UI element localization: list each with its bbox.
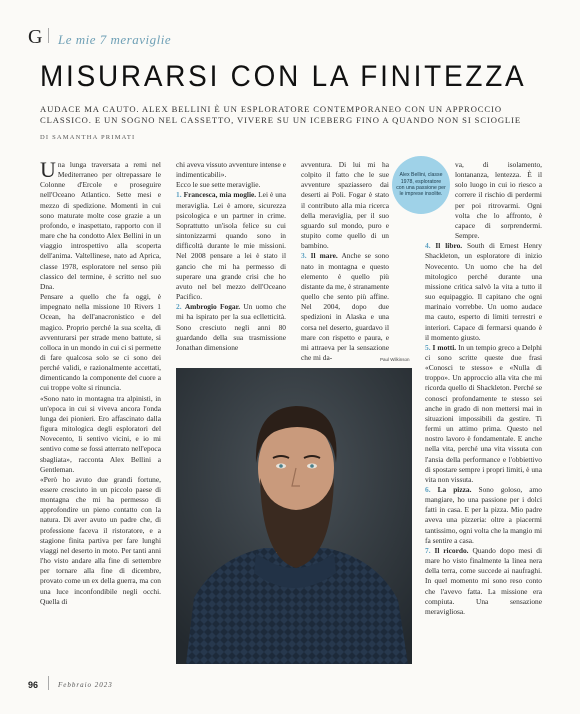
item-title: Il ricordo. (434, 545, 469, 555)
paragraph: Pensare a quello che fa oggi, è impegnato nella missione 10 Rivers 1 Ocean, ha dell'anacronistico e del magico. Proprio perché la sua scelta, di avventurarsi per strade meno battute, si colloca in un mondo in cui ci si permette di fare qualcosa solo se ci sono dei perché validi, e razionalmente accettati, dimenticando la componente del cuore a cui troppe volte si rinuncia. (40, 292, 161, 393)
item-number: 1. (176, 190, 182, 200)
callout-bubble: Alex Bellini, classe 1978, esploratore con una passione per le imprese insolite. (392, 156, 450, 214)
article-column-2 (176, 160, 286, 353)
header-divider (48, 28, 49, 43)
list-item (176, 302, 286, 353)
item-title: Ambrogio Fogar. (184, 302, 241, 312)
article-column-1 (40, 157, 161, 607)
paragraph: Ecco le sue sette meraviglie. (176, 180, 261, 190)
paragraph: «Sono nato in montagna tra alpinisti, in un'epoca in cui si viveva ancora l'onda lunga dei pionieri. Ero affascinato dalla figura mitologica degli esploratori del Novecento, li sentivo vicini, e io mi sentivo come se fossi atterrato nell'epoca sbagliata», racconta Alex Bellini a Gentleman. (40, 393, 161, 474)
paragraph: va, di isolamento, lontananza, lentezza. È il solo luogo in cui io riesco a correre il rischio di perdermi per poi ritrovarmi. Ogni volta che lo affronto, è capace di sorprendermi. Sempre. (455, 160, 542, 241)
item-number: 7. (425, 545, 431, 555)
issue-date: Febbraio 2023 (58, 681, 113, 689)
article-headline: MISURARSI CON LA FINITEZZA (40, 60, 527, 93)
item-title: La pizza. (437, 485, 472, 494)
item-text: Lei è una meraviglia. Lei è amore, sicurezza psicologica e un partner in crime. Soprattutto un'isola felice su cui sintonizzarmi quando sono in difficoltà durante le mie missioni. Nel 2008 pensare a lei è stato il gancio che mi ha permesso di superare una grande crisi che ho avuto nel bel mezzo dell'Oceano Pacifico. (176, 190, 286, 302)
list-item (301, 251, 389, 363)
item-text: Anche se sono nato in montagna e questo elemento è quello più distante da me, è stranamente quello che sento più affine. Nel 2004, dopo due spedizioni in Alaska e una corsa nel deserto, guardavo il mare con rispetto e paura, e mi attraeva per la sensazione che mi da- (301, 251, 389, 362)
item-text: Un uomo che mi ha ispirato per la sua eclletticità. Sono cresciuto negli anni 80 guardando della sua trasmissione Jonathan dimensione (176, 302, 286, 352)
item-title: I motti. (432, 342, 457, 352)
item-title: Francesca, mia moglie. (183, 190, 257, 200)
list-item (425, 546, 542, 617)
photo-credit: Paul Wilkinson (380, 357, 410, 362)
item-title: Il libro. (435, 241, 463, 251)
item-text: Sono goloso, amo mangiare, ho una passione per i dolci fatti in casa. E per la pizza. Mio padre aveva una pizzeria: oltre a piacermi tantissimo, ogni volta che la mangio mi fa sentire a casa. (425, 485, 542, 545)
footer-divider (48, 676, 49, 690)
item-number: 2. (176, 302, 182, 312)
portrait-illustration (176, 368, 412, 664)
item-number: 6. (425, 485, 431, 494)
item-text: Quando dopo mesi di mare ho visto finalmente la linea nera della terra, come succede ai naufraghi. In quel momento mi sono reso conto che l'avevo fatta. La missione era compiuta. Una sensazione meravigliosa. (425, 545, 543, 616)
paragraph: avventura. Di lui mi ha colpito il fatto che le sue avventure spaziassero dai deserti ai Poli. Fogar è stato il contributo alla mia ricerca della meraviglia, per il suo sguardo sul mondo, puro e stupito come quello di un bambino. (301, 160, 389, 251)
article-deck: AUDACE MA CAUTO. ALEX BELLINI È UN ESPLORATORE CONTEMPORANEO CON UN APPROCCIO CLASSICO. E UN SOGNO NEL CASSETTO, VIVERE SU UN ICEBERG FINO A QUANDO NON SI SCIOGLIE (40, 104, 521, 125)
item-text: South di Ernest Henry Shackleton, un esploratore di inizio Novecento. Un uomo che ha del mitologico perché durante una missione critica salvò la vita a tutto il suo equipaggio. Il capitano che ogni marinaio vorrebbe. Un uomo audace ma cauto, esperto di limiti terrestri e interiori. Capace di fermarsi quando è il momento giusto. (425, 241, 542, 342)
paragraph-text: na lunga traversata a remi nel Mediterraneo per oltrepassare le Colonne d'Ercole e proseguire nell'Oceano Atlantico. Sette mesi e mezzo di spedizione. Momenti in cui sono maturate molte cose grazie a un profondo, e inaspettato, rapporto con il mare che ha condotto Alex Bellini in un viaggio introspettivo alla scoperta dell'anima. Valtellinese, nato ad Aprica, classe 1978, esploratore nel senso più classico del termine, è scritto nel suo Dna. (40, 160, 161, 291)
list-item (425, 343, 542, 485)
portrait-photo (176, 368, 412, 664)
list-item (425, 485, 542, 546)
article-column-3 (301, 160, 389, 363)
magazine-logo-letter: G (28, 26, 43, 48)
section-title: Le mie 7 meraviglie (58, 32, 172, 47)
item-number: 5. (425, 342, 431, 352)
paragraph (40, 157, 161, 292)
item-text: In un tempio greco a Delphi ci sono scritte queste due frasi «Conosci te stesso» e «Nulla di troppo». Un approccio alla vita che mi ricorda quello di Shackleton. Perché se conosci profondamente te stesso sei anche in grado di non mettersi mai in situazioni impossibili da gestire. Ti fermi un attimo prima. Questo nel nostro lavoro è fondamentale. E anche nella vita, perché una vita vissuta con l'ansia della performance e l'obbiettivo di spostare sempre i propri limiti, è una vita non vissuta. (425, 342, 542, 484)
paragraph: chi aveva vissuto avventure intense e indimenticabili». (176, 160, 286, 180)
paragraph: «Però ho avuto due grandi fortune, essere cresciuto in un piccolo paese di montagna che mi ha permesso di approfondire un pieno contatto con la natura. Di aver avuto un padre che, di professione faceva il ristoratore, e a stagione finita partiva per fare lunghi viaggi nel deserto in moto. Per tanti anni l'ho visto andare alla fine di settembre per tornare alla fine di dicembre, provato come un ex della guerra, ma con una luce inconfondibile negli occhi. Quella di (40, 474, 161, 606)
item-number: 3. (301, 251, 307, 261)
article-column-4 (425, 160, 542, 617)
item-title: Il mare. (310, 251, 338, 261)
page-number: 96 (28, 680, 39, 690)
item-number: 4. (425, 241, 431, 251)
article-byline: DI SAMANTHA PRIMATI (40, 134, 136, 141)
list-item (425, 241, 542, 343)
list-item (176, 190, 286, 302)
drop-cap: U (40, 157, 56, 182)
